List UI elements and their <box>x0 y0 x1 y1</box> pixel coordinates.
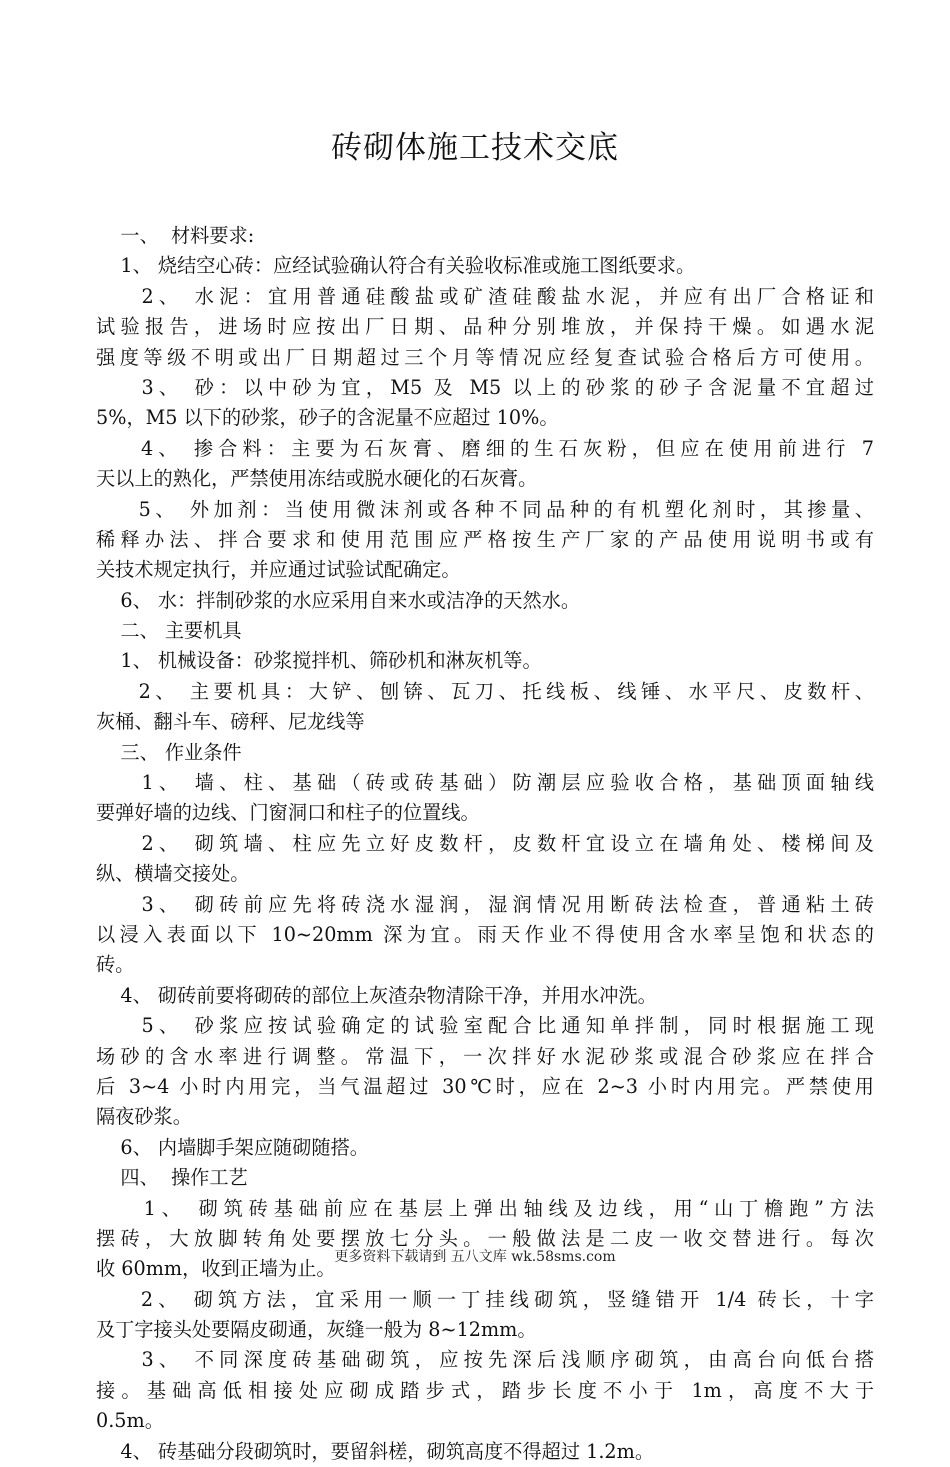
body-text-line: 5、 外加剂：当使用微沫剂或各种不同品种的有机塑化剂时，其掺量、 <box>96 497 874 521</box>
body-text-line: 摆砖，大放脚转角处要摆放七分头。一般做法是二皮一收交替进行。每次 <box>96 1226 874 1250</box>
body-text-line: 2、 砌筑墙、柱应先立好皮数杆，皮数杆宜设立在墙角处、楼梯间及 <box>96 831 874 855</box>
body-text-line: 一、 材料要求: <box>96 224 255 247</box>
body-text-line: 强度等级不明或出厂日期超过三个月等情况应经复查试验合格后方可使用。 <box>96 345 874 369</box>
body-text-line: 关技术规定执行，并应通过试验试配确定。 <box>96 558 461 582</box>
body-text-line: 及丁字接头处要隔皮砌通，灰缝一般为 8~12mm。 <box>96 1318 537 1342</box>
body-text-line: 4、 砖基础分段砌筑时，要留斜槎，砌筑高度不得超过 1.2m。 <box>96 1439 655 1463</box>
body-text-line: 后 3~4 小时内用完，当气温超过 30℃时，应在 2~3 小时内用完。严禁使用 <box>96 1074 874 1098</box>
body-text-line: 二、 主要机具 <box>96 619 242 643</box>
body-text-line: 6、 内墙脚手架应随砌随搭。 <box>96 1135 369 1159</box>
body-text-line: 隔夜砂浆。 <box>96 1105 192 1129</box>
body-text-line: 四、 操作工艺 <box>96 1166 248 1190</box>
body-text-line: 场砂的含水率进行调整。常温下，一次拌好水泥砂浆或混合砂浆应在拌合 <box>96 1044 874 1068</box>
body-text-line: 5、 砂浆应按试验确定的试验室配合比通知单拌制，同时根据施工现 <box>96 1014 874 1038</box>
body-text-line: 1、 机械设备：砂浆搅拌机、筛砂机和淋灰机等。 <box>96 649 542 673</box>
body-text-line: 天以上的熟化，严禁使用冻结或脱水硬化的石灰膏。 <box>96 467 538 491</box>
body-text-line: 以浸入表面以下 10~20mm 深为宜。雨天作业不得使用含水率呈饱和状态的 <box>96 922 874 946</box>
body-text-line: 4、 砌砖前要将砌砖的部位上灰渣杂物清除干净，并用水冲洗。 <box>96 983 657 1007</box>
footer-note: 更多资料下载请到 五八文库 wk.58sms.com <box>334 1249 616 1265</box>
body-text-line: 三、 作业条件 <box>96 740 242 764</box>
body-text-line: 5%，M5 以下的砂浆，砂子的含泥量不应超过 10%。 <box>96 406 559 430</box>
body-text-line: 2、 砌筑方法，宜采用一顺一丁挂线砌筑，竖缝错开 1/4 砖长，十字 <box>96 1287 874 1311</box>
body-text-line: 要弹好墙的边线、门窗洞口和柱子的位置线。 <box>96 801 480 825</box>
body-text-line: 0.5m。 <box>96 1409 164 1433</box>
body-text-line: 试验报告，进场时应按出厂日期、品种分别堆放，并保持干燥。如遇水泥 <box>96 315 874 339</box>
body-text-line: 2、 主要机具：大铲、刨锛、瓦刀、托线板、线锤、水平尺、皮数杆、 <box>96 679 874 703</box>
body-text-line: 收 60mm，收到正墙为止。 <box>96 1257 336 1281</box>
body-text-line: 1、 砌筑砖基础前应在基层上弹出轴线及边线，用“山丁檐跑”方法 <box>96 1196 874 1220</box>
body-text-line: 灰桶、翻斗车、磅秤、尼龙线等 <box>96 710 365 734</box>
body-text-line: 砖。 <box>96 953 135 977</box>
document-body <box>96 221 874 1467</box>
body-text-line: 4、 掺合料：主要为石灰膏、磨细的生石灰粉，但应在使用前进行 7 <box>96 436 874 460</box>
body-text-line: 3、 不同深度砖基础砌筑，应按先深后浅顺序砌筑，由高台向低台搭 <box>96 1348 874 1372</box>
body-text-line: 6、 水：拌制砂浆的水应采用自来水或洁净的天然水。 <box>96 588 581 612</box>
document-title: 砖砌体施工技术交底 <box>331 130 619 166</box>
body-text-line: 1、 墙、柱、基础（砖或砖基础）防潮层应验收合格，基础顶面轴线 <box>96 771 874 795</box>
body-text-line: 1、 烧结空心砖：应经试验确认符合有关验收标准或施工图纸要求。 <box>96 254 696 278</box>
body-text-line: 纵、横墙交接处。 <box>96 862 250 886</box>
body-text-line: 2、 水泥：宜用普通硅酸盐或矿渣硅酸盐水泥，并应有出厂合格证和 <box>96 284 874 308</box>
body-text-line: 3、 砌砖前应先将砖浇水湿润，湿润情况用断砖法检查，普通粘土砖 <box>96 892 874 916</box>
body-text-line: 稀释办法、拌合要求和使用范围应严格按生产厂家的产品使用说明书或有 <box>96 527 874 551</box>
body-text-line: 3、 砂：以中砂为宜，M5 及 M5 以上的砂浆的砂子含泥量不宜超过 <box>96 375 874 399</box>
body-text-line: 接。基础高低相接处应砌成踏步式，踏步长度不小于 1m，高度不大于 <box>96 1378 874 1402</box>
